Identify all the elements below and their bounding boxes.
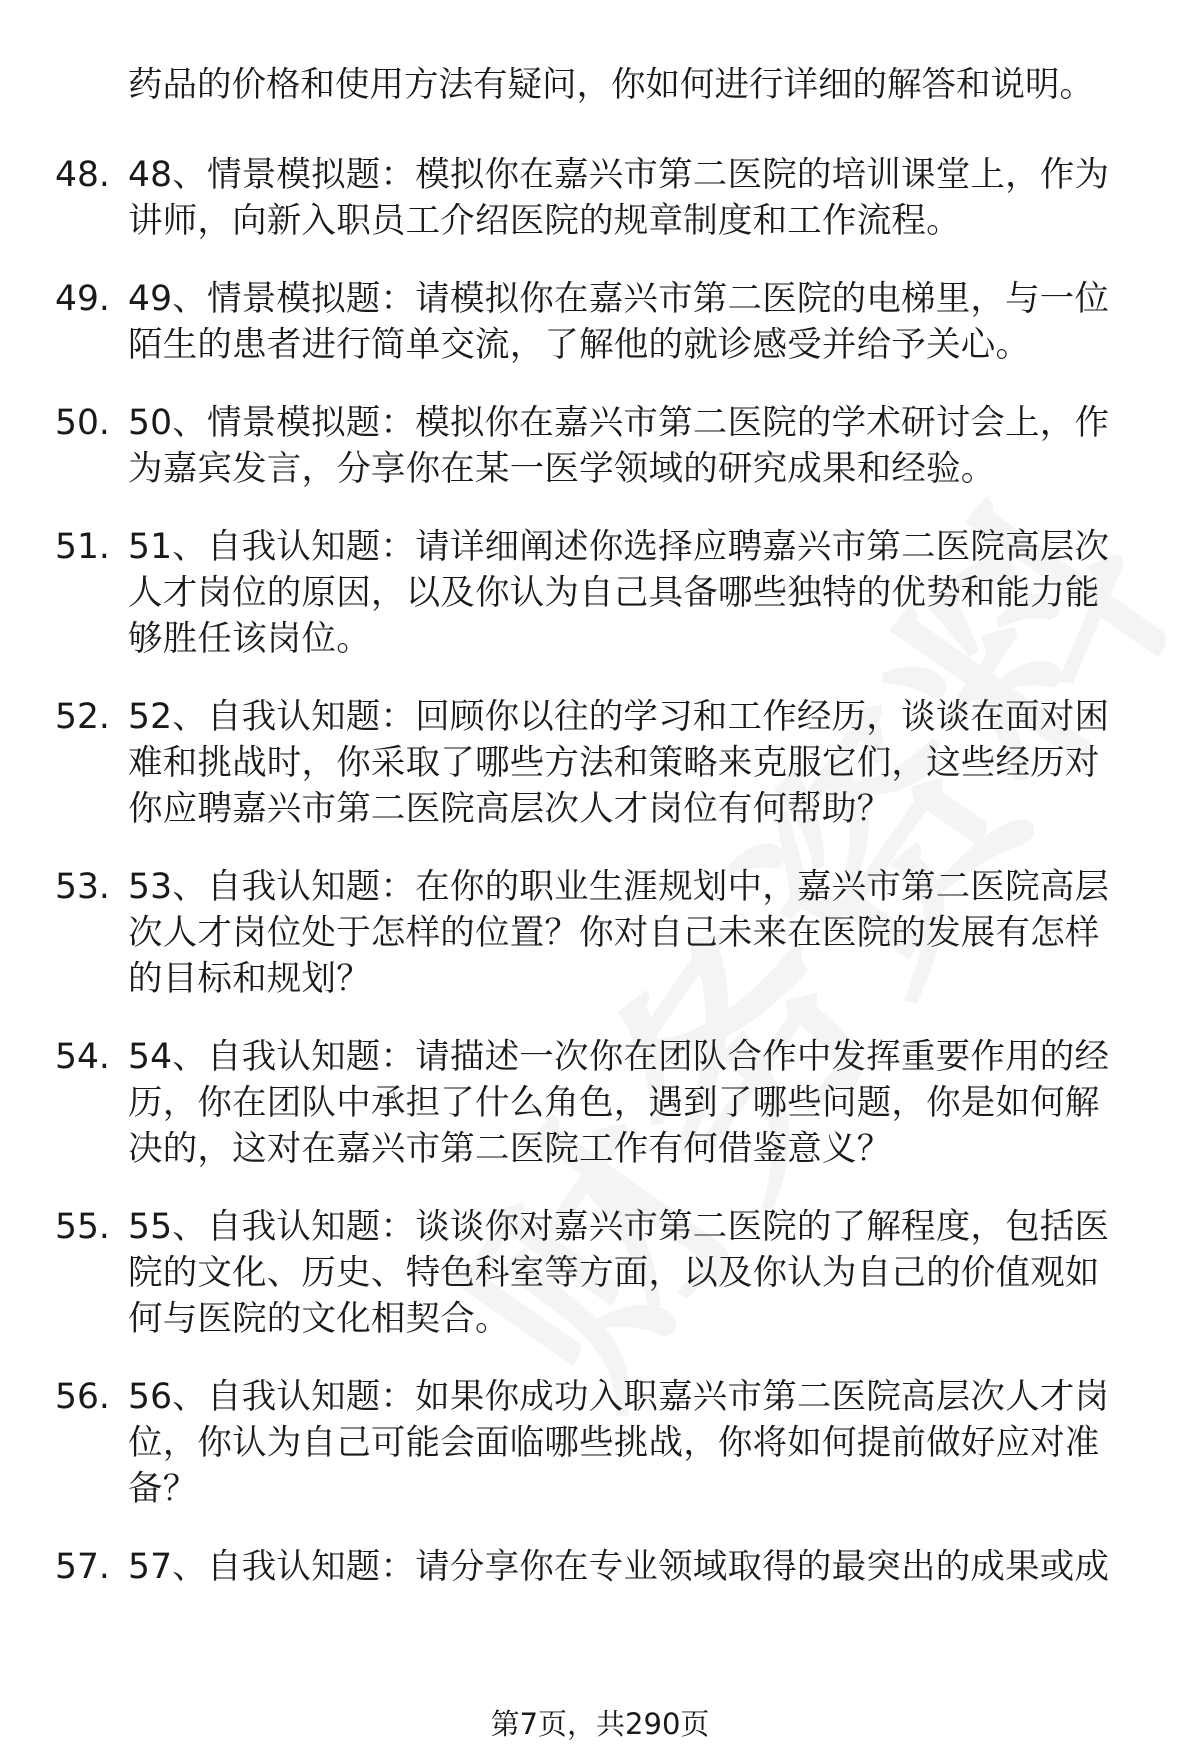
question-line: 53、自我认知题：在你的职业生涯规划中，嘉兴市第二医院高层 — [128, 867, 1110, 907]
question-text — [128, 1204, 1148, 1342]
question-line: 54、自我认知题：请描述一次你在团队合作中发挥重要作用的经 — [128, 1037, 1110, 1077]
question-line: 决的，这对在嘉兴市第二医院工作有何借鉴意义？ — [128, 1129, 892, 1169]
question-text — [128, 1374, 1148, 1512]
question-text — [128, 400, 1148, 492]
question-number: 52. — [55, 697, 110, 737]
question-line: 为嘉宾发言，分享你在某一医学领域的研究成果和经验。 — [128, 449, 996, 489]
question-line: 48、情景模拟题：模拟你在嘉兴市第二医院的培训课堂上，作为 — [128, 155, 1110, 195]
question-text — [128, 1034, 1148, 1172]
question-line: 讲师，向新入职员工介绍医院的规章制度和工作流程。 — [128, 201, 961, 241]
question-line: 够胜任该岗位。 — [128, 619, 371, 659]
question-number: 55. — [55, 1207, 110, 1247]
question-item — [0, 276, 1200, 368]
question-line: 55、自我认知题：谈谈你对嘉兴市第二医院的了解程度，包括医 — [128, 1207, 1110, 1247]
question-line: 次人才岗位处于怎样的位置？你对自己未来在医院的发展有怎样 — [128, 913, 1100, 953]
question-text — [128, 694, 1148, 832]
question-item — [0, 1204, 1200, 1342]
question-number: 50. — [55, 403, 110, 443]
question-line: 50、情景模拟题：模拟你在嘉兴市第二医院的学术研讨会上，作 — [128, 403, 1110, 443]
question-item — [0, 1544, 1200, 1590]
question-number: 56. — [55, 1377, 110, 1417]
question-item — [0, 694, 1200, 832]
question-text — [128, 1544, 1148, 1590]
question-line: 人才岗位的原因，以及你认为自己具备哪些独特的优势和能力能 — [128, 573, 1100, 613]
question-item — [0, 1374, 1200, 1512]
question-line: 56、自我认知题：如果你成功入职嘉兴市第二医院高层次人才岗 — [128, 1377, 1110, 1417]
question-text — [128, 276, 1148, 368]
question-line: 历，你在团队中承担了什么角色，遇到了哪些问题，你是如何解 — [128, 1083, 1100, 1123]
question-number: 49. — [55, 279, 110, 319]
question-line: 院的文化、历史、特色科室等方面，以及你认为自己的价值观如 — [128, 1253, 1100, 1293]
question-number: 48. — [55, 155, 110, 195]
question-line: 52、自我认知题：回顾你以往的学习和工作经历，谈谈在面对困 — [128, 697, 1110, 737]
question-number: 51. — [55, 527, 110, 567]
question-line: 57、自我认知题：请分享你在专业领域取得的最突出的成果或成 — [128, 1547, 1110, 1587]
question-number: 57. — [55, 1547, 110, 1587]
continuation-line: 药品的价格和使用方法有疑问，你如何进行详细的解答和说明。 — [128, 65, 1094, 105]
question-item — [0, 1034, 1200, 1172]
question-item — [0, 400, 1200, 492]
question-line: 陌生的患者进行简单交流，了解他的就诊感受并给予关心。 — [128, 325, 1031, 365]
question-list — [0, 152, 1200, 1622]
question-line: 难和挑战时，你采取了哪些方法和策略来克服它们，这些经历对 — [128, 743, 1100, 783]
question-line: 49、情景模拟题：请模拟你在嘉兴市第二医院的电梯里，与一位 — [128, 279, 1110, 319]
question-number: 53. — [55, 867, 110, 907]
question-line: 你应聘嘉兴市第二医院高层次人才岗位有何帮助？ — [128, 789, 892, 829]
question-item — [0, 524, 1200, 662]
question-number: 54. — [55, 1037, 110, 1077]
page-footer: 第7页，共290页 — [490, 1707, 710, 1741]
question-text — [128, 152, 1148, 244]
question-line: 备？ — [128, 1469, 198, 1509]
question-line: 位，你认为自己可能会面临哪些挑战，你将如何提前做好应对准 — [128, 1423, 1100, 1463]
question-text — [128, 524, 1148, 662]
question-line: 何与医院的文化相契合。 — [128, 1299, 510, 1339]
question-line: 的目标和规划？ — [128, 959, 371, 999]
question-item — [0, 864, 1200, 1002]
question-text — [128, 864, 1148, 1002]
question-item — [0, 152, 1200, 244]
question-line: 51、自我认知题：请详细阐述你选择应聘嘉兴市第二医院高层次 — [128, 527, 1110, 567]
